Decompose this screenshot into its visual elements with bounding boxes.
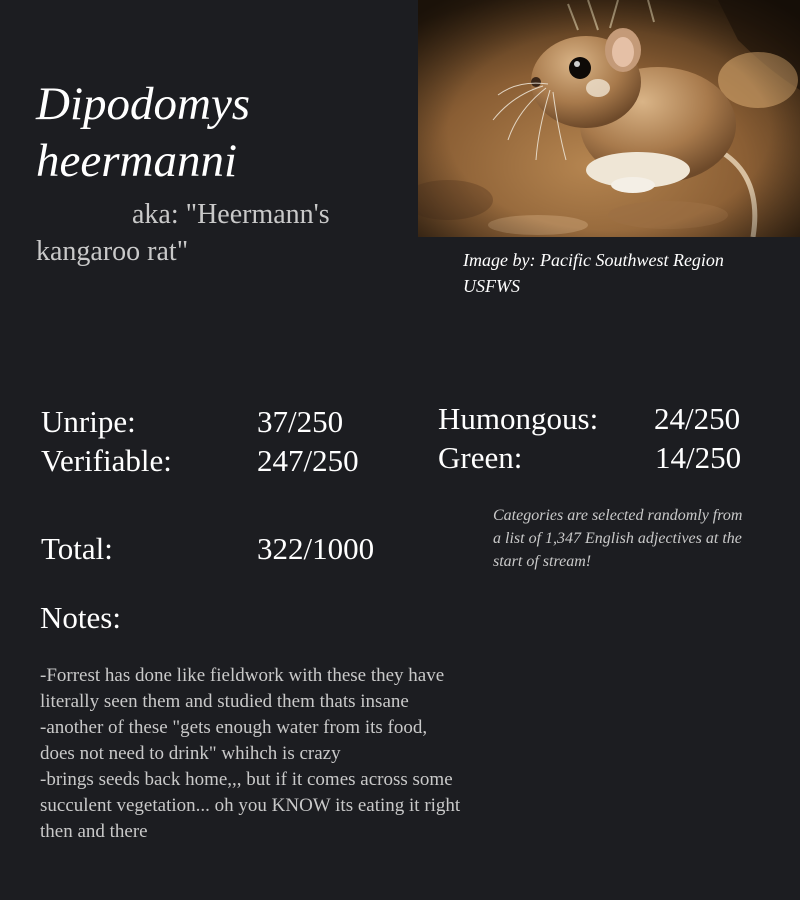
green-label: Green: <box>438 440 523 475</box>
humongous-value: 24/250 <box>654 401 741 436</box>
image-credit: Image by: Pacific Southwest Region USFWS <box>463 250 724 296</box>
scientific-name-genus: Dipodomys <box>36 78 251 130</box>
unripe-value: 37/250 <box>257 404 344 439</box>
unripe-label: Unripe: <box>41 404 136 439</box>
notes-line: -brings seeds back home,,, but if it comes across some <box>40 769 453 790</box>
verifiable-label: Verifiable: <box>41 443 172 478</box>
notes-line: does not need to drink" whihch is crazy <box>40 743 341 764</box>
verifiable-value: 247/250 <box>257 443 359 478</box>
total-value: 322/1000 <box>257 531 375 566</box>
green-value: 14/250 <box>655 440 742 475</box>
notes-heading: Notes: <box>40 600 121 635</box>
notes-line: -Forrest has done like fieldwork with these they have <box>40 665 445 686</box>
notes-line: literally seen them and studied them thats insane <box>40 691 409 712</box>
notes-body <box>40 663 520 845</box>
notes-line: then and there <box>40 821 148 842</box>
categories-footnote: Categories are selected randomly from a list of 1,347 English adjectives at the start of stream! <box>493 507 743 570</box>
notes-line: succulent vegetation... oh you KNOW its eating it right <box>40 795 461 816</box>
humongous-label: Humongous: <box>438 401 599 436</box>
total-label: Total: <box>41 531 113 566</box>
common-name: aka: "Heermann's kangaroo rat" <box>36 199 330 267</box>
notes-line: -another of these "gets enough water from its food, <box>40 717 428 738</box>
species-scientific-name <box>36 76 366 190</box>
species-photo <box>418 0 800 237</box>
scientific-name-species: heermanni <box>36 135 238 187</box>
kangaroo-rat-image <box>418 0 800 237</box>
